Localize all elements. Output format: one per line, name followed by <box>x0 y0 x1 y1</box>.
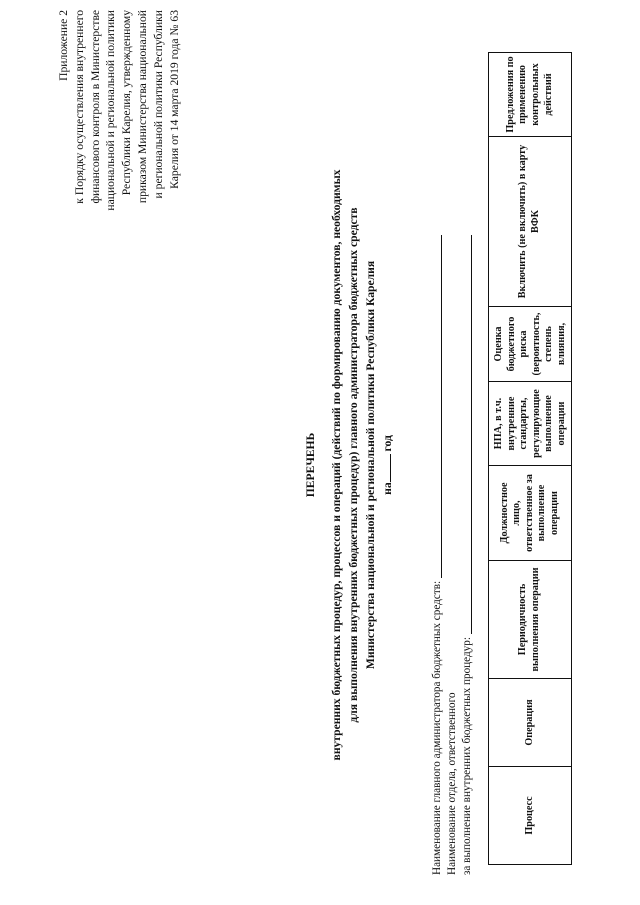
appendix-line: приказом Министерства национальной <box>135 10 149 204</box>
col-periodicity: Периодичность выполнения операции <box>489 561 572 679</box>
year-blank <box>390 454 391 482</box>
col-regulations: НПА, в т.ч. внутренние стандарты, регулирующие выполнение операции <box>489 382 572 466</box>
header-fields <box>430 235 475 875</box>
dept-field <box>460 235 475 875</box>
title-line: Министерства национальной и региональной политики Республики Карелия <box>364 260 377 670</box>
title-line: для выполнения внутренних бюджетных процедур) главного администратора бюджетных средств <box>347 207 360 723</box>
appendix-line: финансового контроля в Министерстве <box>88 10 102 204</box>
appendix-line: к Порядку осуществления внутреннего <box>72 10 86 204</box>
date-prefix: на <box>381 482 394 495</box>
appendix-line: Приложение 2 <box>57 10 70 81</box>
col-risk-assessment: Оценка бюджетного риска (вероятность, степень влияния, <box>489 307 572 382</box>
date-suffix: год <box>381 435 394 452</box>
admin-label: Наименование главного администратора бюджетных средств: <box>431 580 443 875</box>
dept-label-line1: Наименование отдела, ответственного <box>446 692 458 875</box>
appendix-line: Республики Карелия, утвержденному <box>120 10 134 196</box>
appendix-line: Карелия от 14 марта 2019 года № 63 <box>167 10 181 189</box>
dept-field-line1 <box>445 235 460 875</box>
admin-fill-line <box>441 235 442 578</box>
dept-fill-line <box>471 235 472 634</box>
admin-field <box>430 235 445 875</box>
title-date-line <box>379 145 396 785</box>
title-line: внутренних бюджетных процедур, процессов и операций (действий по формированию документов, необходимых <box>330 169 343 761</box>
col-include-map: Включить (не включить) в карту ВФК <box>489 137 572 307</box>
col-responsible: Должностное лицо, ответственное за выполнение операции <box>489 466 572 561</box>
appendix-line: и региональной политики Республики <box>151 10 165 199</box>
appendix-note <box>56 10 182 225</box>
table-header-row <box>489 53 572 865</box>
appendix-line: национальной и региональной политики <box>104 10 118 211</box>
col-operation: Операция <box>489 679 572 767</box>
dept-label-line2: за выполнение внутренних бюджетных процедур: <box>461 637 473 875</box>
col-proposals: Предложения по применению контрольных действий <box>489 53 572 137</box>
title-heading: ПЕРЕЧЕНЬ <box>304 432 317 498</box>
document-title <box>302 145 396 785</box>
procedures-table <box>488 52 572 865</box>
col-process: Процесс <box>489 767 572 865</box>
